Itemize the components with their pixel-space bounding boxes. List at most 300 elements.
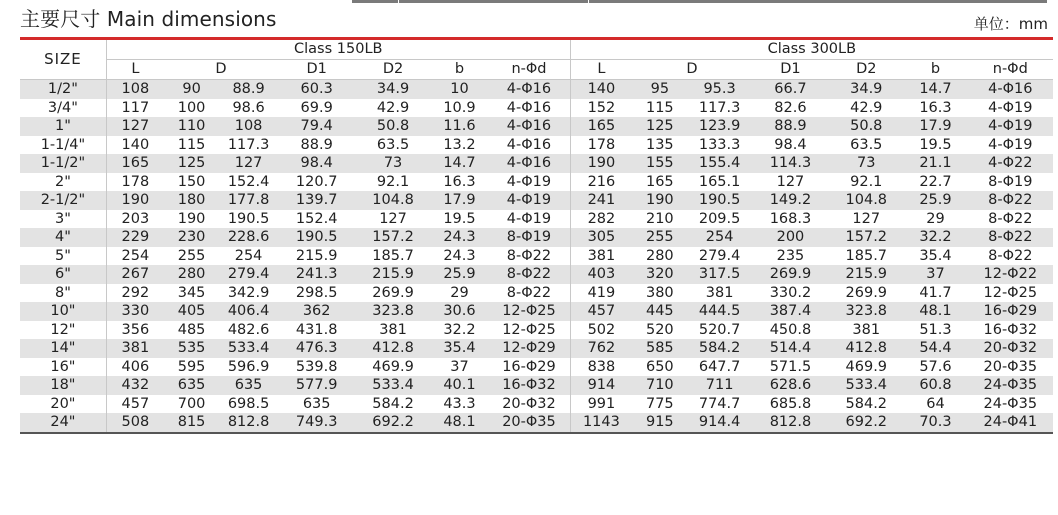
class150-d-flange-cell: 635 [164,376,219,395]
class150-b-cell: 16.3 [431,173,489,192]
class300-d-hole-circle-cell: 317.5 [688,265,752,284]
class300-d-flange-cell: 125 [632,117,687,136]
class300-d1-cell: 387.4 [752,302,829,321]
class150-d1-cell: 298.5 [278,284,355,303]
class150-d2-cell: 215.9 [355,265,430,284]
class300-n-d-cell: 24-Φ35 [968,376,1053,395]
class150-n-d-cell: 4-Φ19 [488,210,570,229]
class300-d-flange-cell: 115 [632,99,687,118]
class150-l-cell: 229 [106,228,164,247]
class150-b-cell: 48.1 [431,413,489,433]
col-header-d: D [632,60,752,80]
col-header-l: L [570,60,632,80]
class150-d-flange-cell: 125 [164,154,219,173]
class300-n-d-cell: 8-Φ22 [968,210,1053,229]
class300-l-cell: 762 [570,339,632,358]
class300-n-d-cell: 12-Φ22 [968,265,1053,284]
class150-d1-cell: 241.3 [278,265,355,284]
class300-d-hole-circle-cell: 190.5 [688,191,752,210]
size-header: SIZE [20,40,106,80]
class300-n-d-cell: 4-Φ22 [968,154,1053,173]
size-cell: 1" [20,117,106,136]
class300-l-cell: 241 [570,191,632,210]
class300-d2-cell: 63.5 [829,136,903,155]
class150-d2-cell: 269.9 [355,284,430,303]
class150-d2-cell: 42.9 [355,99,430,118]
class150-b-cell: 43.3 [431,395,489,414]
class150-d1-cell: 215.9 [278,247,355,266]
class150-l-cell: 140 [106,136,164,155]
class300-b-cell: 60.8 [903,376,967,395]
class-300-header: Class 300LB [570,40,1053,60]
class150-d1-cell: 69.9 [278,99,355,118]
table-body [20,80,1053,433]
class300-d-flange-cell: 135 [632,136,687,155]
class300-d2-cell: 584.2 [829,395,903,414]
class300-l-cell: 178 [570,136,632,155]
class300-d-hole-circle-cell: 117.3 [688,99,752,118]
class150-d-flange-cell: 190 [164,210,219,229]
main-dimensions-table [20,40,1053,434]
class300-b-cell: 54.4 [903,339,967,358]
class150-d-hole-circle-cell: 596.9 [219,358,278,377]
table-row [20,302,1053,321]
size-cell: 4" [20,228,106,247]
class150-l-cell: 178 [106,173,164,192]
class300-l-cell: 152 [570,99,632,118]
class150-d2-cell: 104.8 [355,191,430,210]
class300-n-d-cell: 4-Φ19 [968,99,1053,118]
class300-l-cell: 216 [570,173,632,192]
class150-b-cell: 35.4 [431,339,489,358]
table-row [20,395,1053,414]
class150-n-d-cell: 4-Φ16 [488,154,570,173]
class300-b-cell: 48.1 [903,302,967,321]
page-title: 主要尺寸 Main dimensions [20,7,277,31]
class300-d-hole-circle-cell: 381 [688,284,752,303]
size-cell: 2" [20,173,106,192]
class150-d1-cell: 88.9 [278,136,355,155]
class300-d-flange-cell: 710 [632,376,687,395]
class300-d2-cell: 381 [829,321,903,340]
class150-l-cell: 406 [106,358,164,377]
class300-n-d-cell: 8-Φ22 [968,191,1053,210]
class300-d2-cell: 323.8 [829,302,903,321]
class300-d-hole-circle-cell: 209.5 [688,210,752,229]
table-row [20,191,1053,210]
class150-d2-cell: 469.9 [355,358,430,377]
class150-d1-cell: 79.4 [278,117,355,136]
class300-d1-cell: 571.5 [752,358,829,377]
class150-d-flange-cell: 405 [164,302,219,321]
col-header-n-d: n-Φd [488,60,570,80]
class150-l-cell: 108 [106,80,164,99]
class300-d2-cell: 269.9 [829,284,903,303]
class150-l-cell: 292 [106,284,164,303]
class150-n-d-cell: 16-Φ29 [488,358,570,377]
class150-d-hole-circle-cell: 279.4 [219,265,278,284]
class300-d2-cell: 104.8 [829,191,903,210]
class300-l-cell: 991 [570,395,632,414]
table-row [20,173,1053,192]
class150-d1-cell: 139.7 [278,191,355,210]
class300-n-d-cell: 8-Φ22 [968,228,1053,247]
class300-b-cell: 32.2 [903,228,967,247]
class150-b-cell: 24.3 [431,247,489,266]
class300-d1-cell: 628.6 [752,376,829,395]
class150-d1-cell: 190.5 [278,228,355,247]
class150-d2-cell: 584.2 [355,395,430,414]
class300-d1-cell: 66.7 [752,80,829,99]
class150-d-flange-cell: 535 [164,339,219,358]
class150-b-cell: 17.9 [431,191,489,210]
class150-d-hole-circle-cell: 406.4 [219,302,278,321]
class150-d-flange-cell: 255 [164,247,219,266]
class300-d-flange-cell: 210 [632,210,687,229]
class150-n-d-cell: 4-Φ16 [488,99,570,118]
table-row [20,358,1053,377]
size-cell: 24" [20,413,106,433]
class300-n-d-cell: 20-Φ35 [968,358,1053,377]
class300-d2-cell: 127 [829,210,903,229]
top-rule-tick [588,0,589,3]
class150-b-cell: 25.9 [431,265,489,284]
class150-d2-cell: 34.9 [355,80,430,99]
class300-d1-cell: 200 [752,228,829,247]
class150-d-hole-circle-cell: 482.6 [219,321,278,340]
class150-d1-cell: 476.3 [278,339,355,358]
class300-b-cell: 17.9 [903,117,967,136]
class150-n-d-cell: 12-Φ29 [488,339,570,358]
class150-d2-cell: 127 [355,210,430,229]
class300-d2-cell: 412.8 [829,339,903,358]
class300-b-cell: 19.5 [903,136,967,155]
class300-b-cell: 29 [903,210,967,229]
table-row [20,413,1053,433]
col-header-n-d: n-Φd [968,60,1053,80]
class300-l-cell: 403 [570,265,632,284]
class300-d1-cell: 269.9 [752,265,829,284]
class300-d2-cell: 215.9 [829,265,903,284]
class150-d2-cell: 50.8 [355,117,430,136]
class300-d1-cell: 114.3 [752,154,829,173]
class150-b-cell: 19.5 [431,210,489,229]
class150-d-hole-circle-cell: 533.4 [219,339,278,358]
class150-d1-cell: 577.9 [278,376,355,395]
class150-d-flange-cell: 485 [164,321,219,340]
col-header-d2: D2 [829,60,903,80]
class300-d-flange-cell: 585 [632,339,687,358]
class300-d2-cell: 692.2 [829,413,903,433]
class300-d-hole-circle-cell: 165.1 [688,173,752,192]
class300-d1-cell: 168.3 [752,210,829,229]
class150-d-flange-cell: 180 [164,191,219,210]
class150-n-d-cell: 20-Φ32 [488,395,570,414]
size-cell: 1-1/2" [20,154,106,173]
class300-b-cell: 51.3 [903,321,967,340]
class300-l-cell: 305 [570,228,632,247]
class150-n-d-cell: 8-Φ22 [488,284,570,303]
class-150-header: Class 150LB [106,40,570,60]
class300-d1-cell: 98.4 [752,136,829,155]
class150-d2-cell: 692.2 [355,413,430,433]
table-row [20,247,1053,266]
top-decorative-rule [352,0,1047,3]
class300-n-d-cell: 16-Φ32 [968,321,1053,340]
class150-d-hole-circle-cell: 108 [219,117,278,136]
class300-d1-cell: 450.8 [752,321,829,340]
class300-d1-cell: 330.2 [752,284,829,303]
unit-label: 单位：mm [973,15,1048,33]
class300-d-flange-cell: 155 [632,154,687,173]
class150-d-hole-circle-cell: 342.9 [219,284,278,303]
class150-l-cell: 381 [106,339,164,358]
class300-n-d-cell: 4-Φ16 [968,80,1053,99]
class300-d-flange-cell: 320 [632,265,687,284]
class150-n-d-cell: 12-Φ25 [488,321,570,340]
size-cell: 10" [20,302,106,321]
class300-d-hole-circle-cell: 133.3 [688,136,752,155]
class150-d-flange-cell: 700 [164,395,219,414]
class300-n-d-cell: 4-Φ19 [968,136,1053,155]
class300-n-d-cell: 20-Φ32 [968,339,1053,358]
class150-d-flange-cell: 150 [164,173,219,192]
class150-d-flange-cell: 595 [164,358,219,377]
col-header-d: D [164,60,278,80]
class300-d2-cell: 469.9 [829,358,903,377]
class300-l-cell: 502 [570,321,632,340]
class300-d2-cell: 73 [829,154,903,173]
class300-b-cell: 16.3 [903,99,967,118]
class150-b-cell: 24.3 [431,228,489,247]
class300-d1-cell: 149.2 [752,191,829,210]
class150-b-cell: 10 [431,80,489,99]
class150-n-d-cell: 4-Φ16 [488,136,570,155]
class150-d-hole-circle-cell: 152.4 [219,173,278,192]
class300-l-cell: 838 [570,358,632,377]
class300-n-d-cell: 4-Φ19 [968,117,1053,136]
class300-d-flange-cell: 190 [632,191,687,210]
table-row [20,284,1053,303]
class150-d1-cell: 539.8 [278,358,355,377]
class150-l-cell: 165 [106,154,164,173]
class150-d1-cell: 120.7 [278,173,355,192]
class150-d1-cell: 749.3 [278,413,355,433]
class300-n-d-cell: 8-Φ22 [968,247,1053,266]
class300-d2-cell: 50.8 [829,117,903,136]
class300-l-cell: 165 [570,117,632,136]
class300-n-d-cell: 12-Φ25 [968,284,1053,303]
class300-l-cell: 914 [570,376,632,395]
size-cell: 2-1/2" [20,191,106,210]
class300-d-flange-cell: 380 [632,284,687,303]
class300-d-flange-cell: 915 [632,413,687,433]
class150-d-hole-circle-cell: 88.9 [219,80,278,99]
class150-d-hole-circle-cell: 635 [219,376,278,395]
class150-d-hole-circle-cell: 228.6 [219,228,278,247]
class150-d1-cell: 431.8 [278,321,355,340]
class150-d2-cell: 92.1 [355,173,430,192]
size-cell: 1-1/4" [20,136,106,155]
class300-d-hole-circle-cell: 279.4 [688,247,752,266]
size-cell: 6" [20,265,106,284]
class300-d-flange-cell: 445 [632,302,687,321]
class150-l-cell: 508 [106,413,164,433]
class300-b-cell: 14.7 [903,80,967,99]
table-row [20,99,1053,118]
class150-b-cell: 32.2 [431,321,489,340]
class300-d2-cell: 185.7 [829,247,903,266]
class300-b-cell: 57.6 [903,358,967,377]
class300-d2-cell: 92.1 [829,173,903,192]
class-header-row [20,40,1053,60]
size-cell: 18" [20,376,106,395]
class300-l-cell: 381 [570,247,632,266]
size-cell: 5" [20,247,106,266]
size-cell: 1/2" [20,80,106,99]
class300-d-hole-circle-cell: 584.2 [688,339,752,358]
class150-d-flange-cell: 100 [164,99,219,118]
class150-l-cell: 117 [106,99,164,118]
class150-d1-cell: 635 [278,395,355,414]
class150-d-hole-circle-cell: 254 [219,247,278,266]
class150-d-flange-cell: 230 [164,228,219,247]
class150-l-cell: 267 [106,265,164,284]
class150-d1-cell: 152.4 [278,210,355,229]
table-row [20,210,1053,229]
class300-d-hole-circle-cell: 95.3 [688,80,752,99]
class300-l-cell: 140 [570,80,632,99]
class300-d-hole-circle-cell: 155.4 [688,154,752,173]
class150-d1-cell: 60.3 [278,80,355,99]
table-row [20,117,1053,136]
table-row [20,80,1053,99]
table-row [20,376,1053,395]
class150-d-flange-cell: 280 [164,265,219,284]
class300-d2-cell: 533.4 [829,376,903,395]
class150-b-cell: 13.2 [431,136,489,155]
class300-b-cell: 35.4 [903,247,967,266]
class300-d-flange-cell: 650 [632,358,687,377]
class300-d1-cell: 88.9 [752,117,829,136]
class300-b-cell: 70.3 [903,413,967,433]
class300-b-cell: 64 [903,395,967,414]
class300-d-hole-circle-cell: 647.7 [688,358,752,377]
class150-d-flange-cell: 90 [164,80,219,99]
class150-n-d-cell: 8-Φ22 [488,247,570,266]
size-cell: 16" [20,358,106,377]
class150-l-cell: 203 [106,210,164,229]
class150-d-hole-circle-cell: 98.6 [219,99,278,118]
class300-b-cell: 41.7 [903,284,967,303]
class300-d-hole-circle-cell: 520.7 [688,321,752,340]
class150-n-d-cell: 12-Φ25 [488,302,570,321]
class150-d-hole-circle-cell: 698.5 [219,395,278,414]
col-header-d1: D1 [752,60,829,80]
class150-d2-cell: 533.4 [355,376,430,395]
class300-n-d-cell: 8-Φ19 [968,173,1053,192]
class300-b-cell: 37 [903,265,967,284]
class150-d-hole-circle-cell: 812.8 [219,413,278,433]
class300-b-cell: 21.1 [903,154,967,173]
class150-l-cell: 432 [106,376,164,395]
class300-d1-cell: 812.8 [752,413,829,433]
class300-l-cell: 457 [570,302,632,321]
class150-n-d-cell: 8-Φ19 [488,228,570,247]
class150-l-cell: 190 [106,191,164,210]
column-header-row [20,60,1053,80]
class150-b-cell: 10.9 [431,99,489,118]
class150-b-cell: 30.6 [431,302,489,321]
class150-l-cell: 127 [106,117,164,136]
class150-n-d-cell: 4-Φ16 [488,117,570,136]
class150-d1-cell: 98.4 [278,154,355,173]
table-row [20,154,1053,173]
class300-d1-cell: 127 [752,173,829,192]
class150-b-cell: 29 [431,284,489,303]
size-cell: 12" [20,321,106,340]
class150-d-hole-circle-cell: 117.3 [219,136,278,155]
table-row [20,339,1053,358]
class300-d-flange-cell: 775 [632,395,687,414]
class300-n-d-cell: 24-Φ41 [968,413,1053,433]
class150-d2-cell: 412.8 [355,339,430,358]
class150-d2-cell: 323.8 [355,302,430,321]
class150-d-flange-cell: 345 [164,284,219,303]
class150-n-d-cell: 8-Φ22 [488,265,570,284]
class150-d-hole-circle-cell: 177.8 [219,191,278,210]
class300-d-hole-circle-cell: 123.9 [688,117,752,136]
class300-d1-cell: 685.8 [752,395,829,414]
class300-n-d-cell: 24-Φ35 [968,395,1053,414]
class300-d-flange-cell: 255 [632,228,687,247]
class150-b-cell: 14.7 [431,154,489,173]
class300-d1-cell: 235 [752,247,829,266]
class300-d1-cell: 82.6 [752,99,829,118]
class150-d-hole-circle-cell: 190.5 [219,210,278,229]
class300-d1-cell: 514.4 [752,339,829,358]
class300-d-hole-circle-cell: 711 [688,376,752,395]
class300-d-hole-circle-cell: 444.5 [688,302,752,321]
table-row [20,228,1053,247]
class300-d2-cell: 157.2 [829,228,903,247]
table-row [20,265,1053,284]
class300-l-cell: 190 [570,154,632,173]
class300-l-cell: 282 [570,210,632,229]
col-header-b: b [431,60,489,80]
class150-l-cell: 457 [106,395,164,414]
class150-n-d-cell: 16-Φ32 [488,376,570,395]
table-row [20,136,1053,155]
class300-l-cell: 1143 [570,413,632,433]
class150-l-cell: 330 [106,302,164,321]
class150-d2-cell: 381 [355,321,430,340]
class150-l-cell: 254 [106,247,164,266]
class150-n-d-cell: 4-Φ16 [488,80,570,99]
class150-d2-cell: 185.7 [355,247,430,266]
class300-d-flange-cell: 520 [632,321,687,340]
size-cell: 20" [20,395,106,414]
class300-d-hole-circle-cell: 774.7 [688,395,752,414]
class150-d1-cell: 362 [278,302,355,321]
size-cell: 8" [20,284,106,303]
class300-d2-cell: 42.9 [829,99,903,118]
top-rule-tick [398,0,399,3]
class300-b-cell: 25.9 [903,191,967,210]
class150-d-flange-cell: 110 [164,117,219,136]
class150-d2-cell: 63.5 [355,136,430,155]
class300-d-flange-cell: 280 [632,247,687,266]
